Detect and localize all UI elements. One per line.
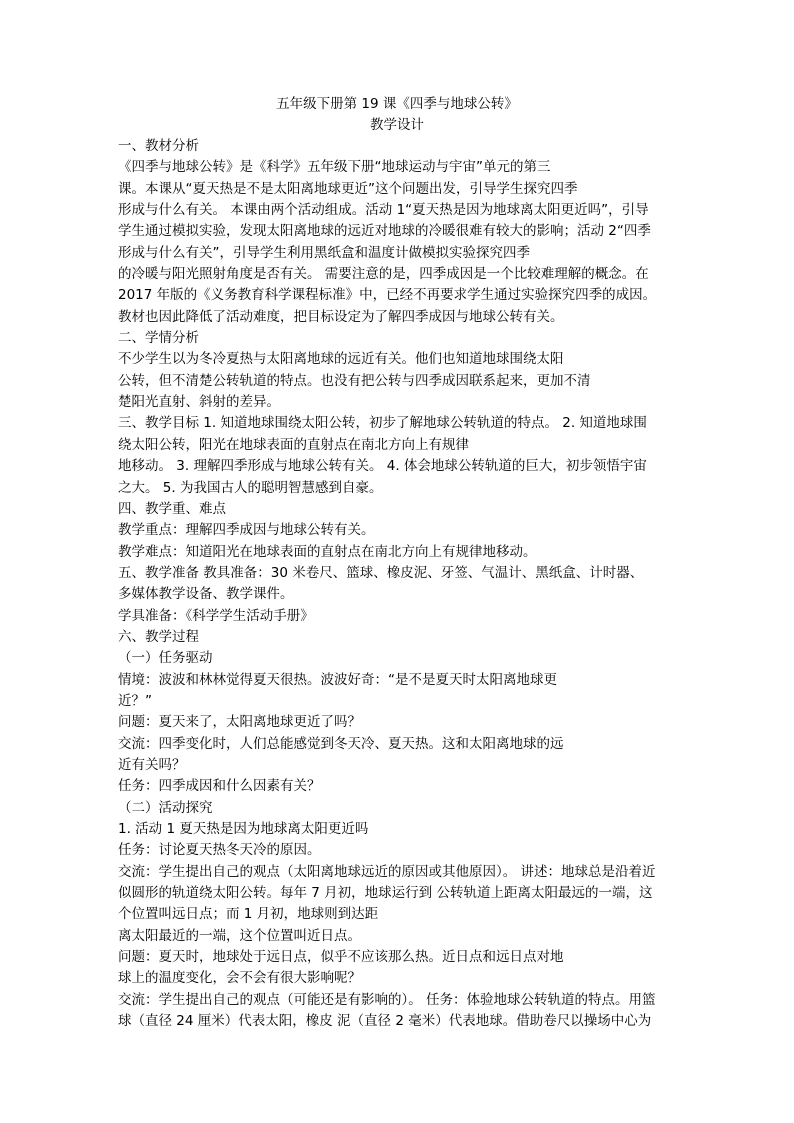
text-line: 不少学生以为冬冷夏热与太阳离地球的远近有关。他们也知道地球围绕太阳 (118, 351, 564, 368)
text-line: 球（直径 24 厘米）代表太阳，橡皮 泥（直径 2 毫米）代表地球。借助卷尺以操场中心为 (118, 1013, 652, 1030)
text-line: 交流：四季变化时，人们总能感觉到冬天冷、夏天热。这和太阳离地球的远 (118, 735, 564, 752)
text-line: 绕太阳公转，阳光在地球表面的直射点在南北方向上有规律 (118, 436, 469, 453)
text-line: 球上的温度变化，会不会有很大影响呢？ (118, 970, 361, 987)
text-line: 近有关吗？ (118, 756, 186, 773)
text-line: 地移动。 3. 理解四季形成与地球公转有关。 4. 体会地球公转轨道的巨大，初步领悟宇宙 (118, 458, 647, 475)
text-line: 2017 年版的《义务教育科学课程标准》中，已经不再要求学生通过实验探究四季的成因。 (118, 287, 657, 304)
text-line: 1. 活动 1 夏天热是因为地球离太阳更近吗 (118, 821, 369, 837)
text-line: （一）任务驱动 (118, 650, 213, 667)
text-line: 交流：学生提出自己的观点（可能还是有影响的）。 任务：体验地球公转轨道的特点。用篮 (118, 991, 656, 1008)
text-line: 教材也因此降低了活动难度，把目标设定为了解四季成因与地球公转有关。 (118, 308, 564, 325)
text-line: 个位置叫远日点；而 1 月初，地球则到达距 (118, 906, 379, 923)
text-line: 课。本课从“夏天热是不是太阳离地球更近”这个问题出发，引导学生探究四季 (118, 180, 578, 197)
text-line: 离太阳最近的一端，这个位置叫近日点。 (118, 927, 361, 944)
text-line: 四、教学重、难点 (118, 500, 226, 517)
text-line: 六、教学过程 (118, 628, 199, 645)
text-line: 近？” (118, 692, 152, 709)
text-line: 形成与什么有关。 本课由两个活动组成。活动 1“夏天热是因为地球离太阳更近吗”，引导 (118, 202, 649, 219)
text-line: 问题：夏天来了，太阳离地球更近了吗？ (118, 714, 361, 731)
text-line: 的冷暖与阳光照射角度是否有关。 需要注意的是，四季成因是一个比较难理解的概念。在 (118, 266, 649, 283)
text-line: 二、学情分析 (118, 330, 199, 347)
text-line: 之大。 5. 为我国古人的聪明智慧感到自豪。 (118, 479, 383, 496)
text-line: 任务：讨论夏天热冬天冷的原因。 (118, 842, 321, 859)
text-line: 形成与什么有关”，引导学生利用黑纸盒和温度计做模拟实验探究四季 (118, 244, 530, 261)
text-line: 学生通过模拟实验，发现太阳离地球的远近对地球的冷暖很难有较大的影响；活动 2“四季 (118, 223, 651, 240)
text-line: 《四季与地球公转》是《科学》五年级下册“地球运动与宇宙”单元的第三 (118, 159, 551, 176)
text-line: 多媒体教学设备、教学课件。 (118, 586, 294, 603)
text-line: 一、教材分析 (118, 138, 199, 154)
document-title: 五年级下册第 19 课《四季与地球公转》 (276, 96, 518, 112)
text-line: 交流：学生提出自己的观点（太阳离地球远近的原因或其他原因）。 讲述：地球总是沿着近 (118, 863, 656, 880)
text-line: （二）活动探究 (118, 799, 213, 816)
document-body (118, 136, 676, 1032)
text-line: 问题：夏天时，地球处于远日点，似乎不应该那么热。近日点和远日点对地 (118, 949, 564, 966)
document-subtitle: 教学设计 (370, 117, 424, 133)
text-line: 学具准备：《科学学生活动手册》 (118, 607, 314, 624)
text-line: 三、教学目标 1. 知道地球围绕太阳公转，初步了解地球公转轨道的特点。 2. 知道地球围 (118, 415, 647, 432)
text-line: 教学难点：知道阳光在地球表面的直射点在南北方向上有规律地移动。 (118, 543, 537, 560)
text-line: 公转，但不清楚公转轨道的特点。也没有把公转与四季成因联系起来，更加不清 (118, 372, 591, 389)
text-line: 教学重点：理解四季成因与地球公转有关。 (118, 522, 375, 539)
text-line: 楚阳光直射、斜射的差异。 (118, 394, 280, 411)
text-line: 任务：四季成因和什么因素有关？ (118, 778, 321, 795)
text-line: 五、教学准备 教具准备：30 米卷尺、篮球、橡皮泥、牙签、气温计、黑纸盒、计时器、 (118, 564, 644, 581)
text-line: 似圆形的轨道绕太阳公转。每年 7 月初，地球运行到 公转轨道上距离太阳最远的一端，这 (118, 885, 653, 902)
text-line: 情境：波波和林林觉得夏天很热。波波好奇：“是不是夏天时太阳离地球更 (118, 671, 557, 688)
